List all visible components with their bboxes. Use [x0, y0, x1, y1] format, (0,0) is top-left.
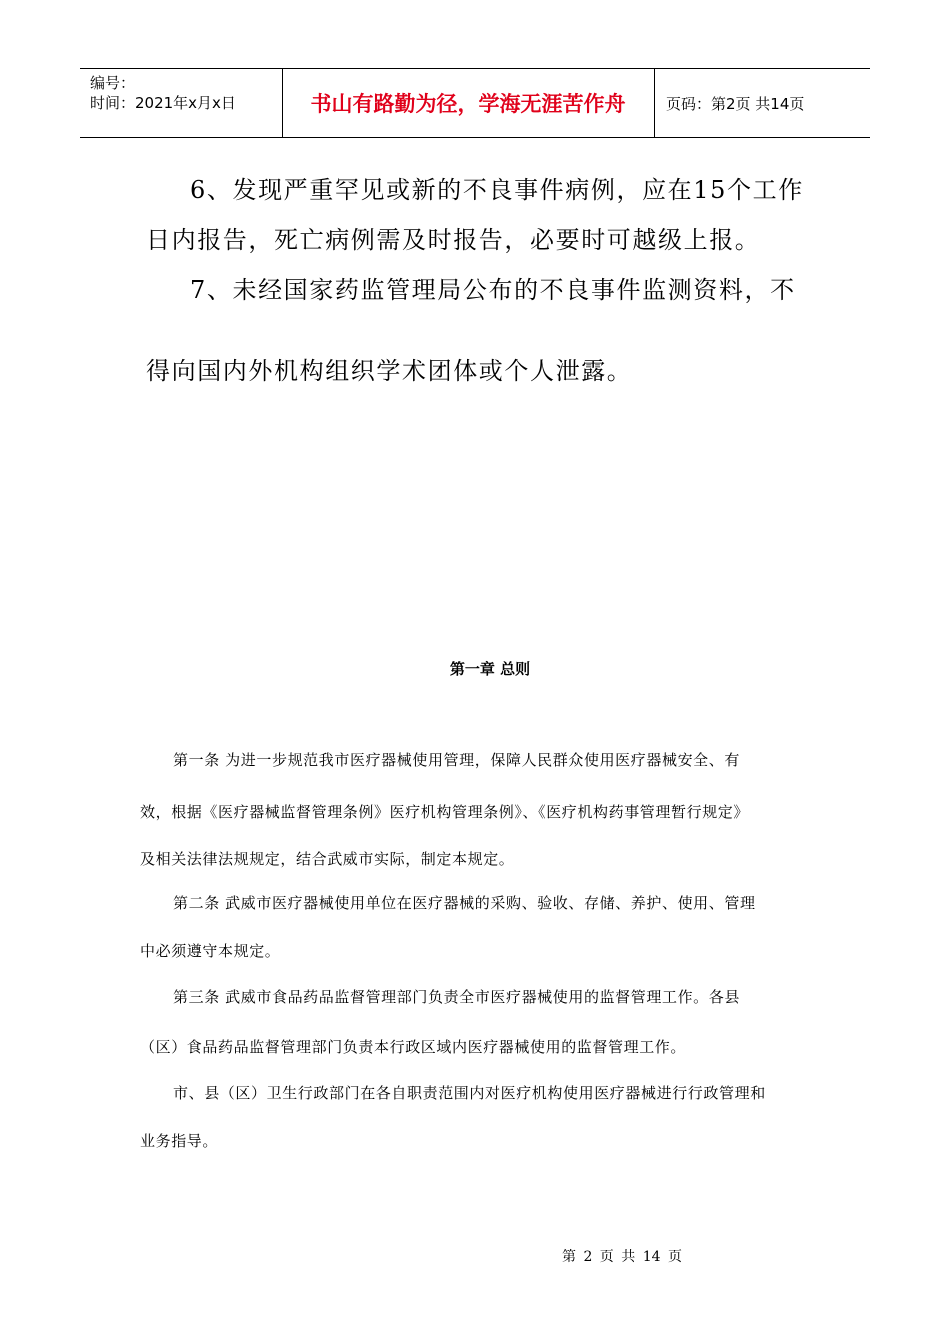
page-header: [80, 68, 870, 138]
paragraph-4-line-2: 业务指导。: [140, 1132, 219, 1150]
article-3-line-2: （区）食品药品监督管理部门负责本行政区域内医疗器械使用的监督管理工作。: [140, 1038, 687, 1056]
article-1-line-3: 及相关法律法规规定，结合武威市实际，制定本规定。: [140, 850, 515, 868]
header-motto: 书山有路勤为径，学海无涯苦作舟: [310, 92, 626, 116]
header-number-label: 编号：: [90, 74, 136, 92]
article-1-line-2: 效，根据《医疗器械监督管理条例》医疗机构管理条例》、《医疗机构药事管理暂行规定》: [140, 803, 750, 821]
chapter-title: 第一章 总则: [449, 660, 531, 678]
article-3-line-1: 第三条 武威市食品药品监督管理部门负责全市医疗器械使用的监督管理工作。各县: [173, 988, 740, 1006]
body-line-2: 日内报告，死亡病例需及时报告，必要时可越级上报。: [146, 226, 761, 254]
body-line-1: 6、发现严重罕见或新的不良事件病例，应在15个工作: [190, 176, 804, 204]
article-2-line-2: 中必须遵守本规定。: [140, 942, 281, 960]
header-time-label: 时间：2021年x月x日: [90, 94, 236, 112]
header-divider-right: [654, 69, 655, 137]
header-page-info: 页码：第2页 共14页: [666, 94, 805, 113]
page-footer: 第 2 页 共 14 页: [562, 1249, 682, 1265]
paragraph-4-line-1: 市、县（区）卫生行政部门在各自职责范围内对医疗机构使用医疗器械进行行政管理和: [173, 1084, 766, 1102]
article-1-line-1: 第一条 为进一步规范我市医疗器械使用管理，保障人民群众使用医疗器械安全、有: [173, 751, 740, 769]
header-meta: [90, 73, 236, 113]
article-2-line-1: 第二条 武威市医疗器械使用单位在医疗器械的采购、验收、存储、养护、使用、管理: [173, 894, 756, 912]
body-line-3: 7、未经国家药监管理局公布的不良事件监测资料，不: [190, 276, 796, 304]
body-line-4: 得向国内外机构组织学术团体或个人泄露。: [146, 357, 633, 385]
